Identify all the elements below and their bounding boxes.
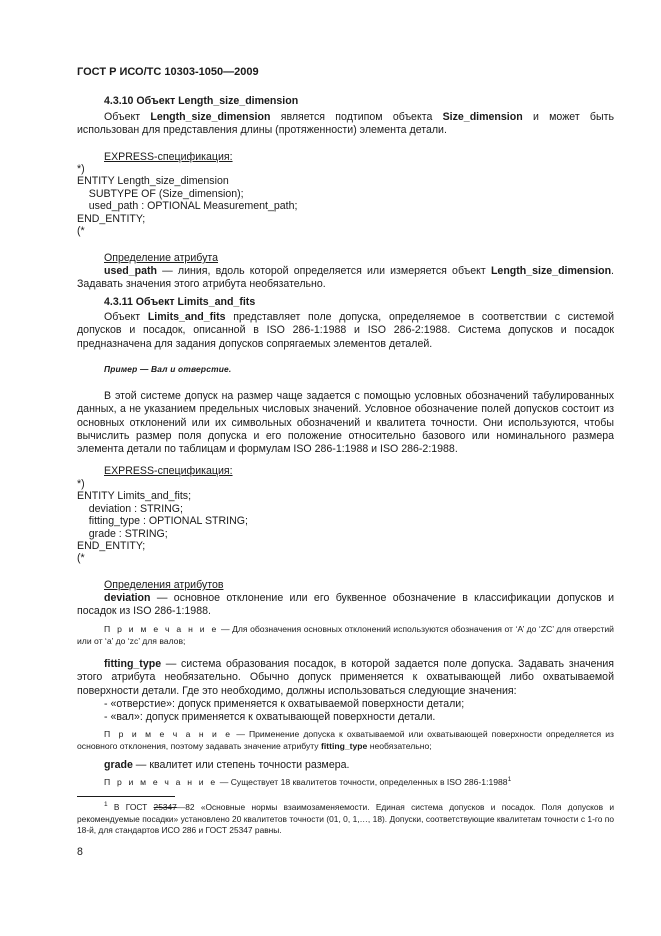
attribute-fitting-type: fitting_type — система образования посадок, в которой задается поле допуска. Задавать значения этого атрибута необязательно. Обычно допуск применяется к охватывающей либо охватываемой поверхности детали. Где это необходимо, должны использоваться следующие значения:	[77, 658, 614, 697]
express-spec-label-1: EXPRESS-спецификация:	[104, 151, 233, 163]
paragraph-length-size-dimension: Объект Length_size_dimension является подтипом объекта Size_dimension и может быть использован для представления длины (протяженности) элемента детали.	[77, 111, 614, 137]
attribute-definitions-heading-2: Определения атрибутов	[104, 579, 224, 591]
express-spec-label-2: EXPRESS-спецификация:	[104, 465, 233, 477]
express-code-length-size-dimension: *) ENTITY Length_size_dimension SUBTYPE OF (Size_dimension); used_path : OPTIONAL Measurement_path; END_ENTITY; (*	[77, 163, 298, 238]
note-fitting-type: П р и м е ч а н и е — Применение допуска к охватываемой или охватывающей поверхности определяется из основного отклонения, поэтому задавать значение атрибуту fitting_type необязательно;	[77, 729, 614, 751]
note-deviation: П р и м е ч а н и е — Для обозначения основных отклонений используются обозначения от ‘A’ до ‘ZC’ для отверстий или от ‘a’ до ‘zc’ для валов;	[77, 624, 614, 646]
note-grade: П р и м е ч а н и е — Существует 18 квалитетов точности, определенных в ISO 286-1:1988$^1$	[104, 776, 512, 787]
footnote-divider	[77, 796, 175, 797]
list-item-hole: - «отверстие»: допуск применяется к охватываемой поверхности детали;	[104, 698, 465, 710]
attribute-grade: grade — квалитет или степень точности размера.	[104, 759, 350, 771]
term-length-size-dimension: Length_size_dimension	[150, 111, 271, 123]
paragraph-limits-and-fits: Объект Limits_and_fits представляет поле допуска, определяемое в соответствии с системой допусков и посадок, описанной в ISO 286-1:1988 и ISO 286-2:1988. Система допусков и посадок предназначена для задания допусков сопрягаемых элементов деталей.	[77, 311, 614, 350]
attribute-used-path: used_path — линия, вдоль которой определяется или измеряется объект Length_size_dimension. Задавать значения этого атрибута необязательно.	[77, 265, 614, 291]
list-item-shaft: - «вал»: допуск применяется к охватывающей поверхности детали.	[104, 711, 436, 723]
example-shaft-and-hole: Пример — Вал и отверстие.	[104, 364, 232, 374]
section-heading-4-3-10: 4.3.10 Объект Length_size_dimension	[104, 95, 299, 107]
term-size-dimension: Size_dimension	[442, 111, 523, 123]
attribute-definition-heading-1: Определение атрибута	[104, 252, 219, 264]
attribute-deviation: deviation — основное отклонение или его буквенное обозначение в классификации допусков и посадок из ISO 286-1:1988.	[77, 592, 614, 618]
page-number: 8	[77, 846, 83, 858]
document-header: ГОСТ Р ИСО/ТС 10303-1050—2009	[77, 66, 259, 78]
paragraph-tolerance-system: В этой системе допуск на размер чаще задается с помощью условных обозначений табулированных данных, а не указанием предельных числовых значений. Условное обозначение полей допусков состоит из основных отклонений или их символьных обозначений и квалитета точности. Они используются, чтобы вычислить размер поля допуска и его положение относительно базового или номинального размера элемента детали по таблицам и формулам ISO 286-1:1988 и ISO 286-2:1988.	[77, 390, 614, 456]
express-code-limits-and-fits: *) ENTITY Limits_and_fits; deviation : STRING; fitting_type : OPTIONAL STRING; grade : STRING; END_ENTITY; (*	[77, 478, 248, 565]
section-heading-4-3-11: 4.3.11 Объект Limits_and_fits	[104, 296, 256, 308]
footnote-1: $^1$ В ГОСТ 25347—82 «Основные нормы взаимозаменяемости. Единая система допусков и посадок. Поля допусков и рекомендуемые посадки» установлено 20 квалитетов точности (01, 0, 1,…, 18). Допуски, соответствующие квалитетам точности с 1-го по 18-й, для стандартов ИСО 286 и ГОСТ 25347 равны.	[77, 801, 614, 835]
